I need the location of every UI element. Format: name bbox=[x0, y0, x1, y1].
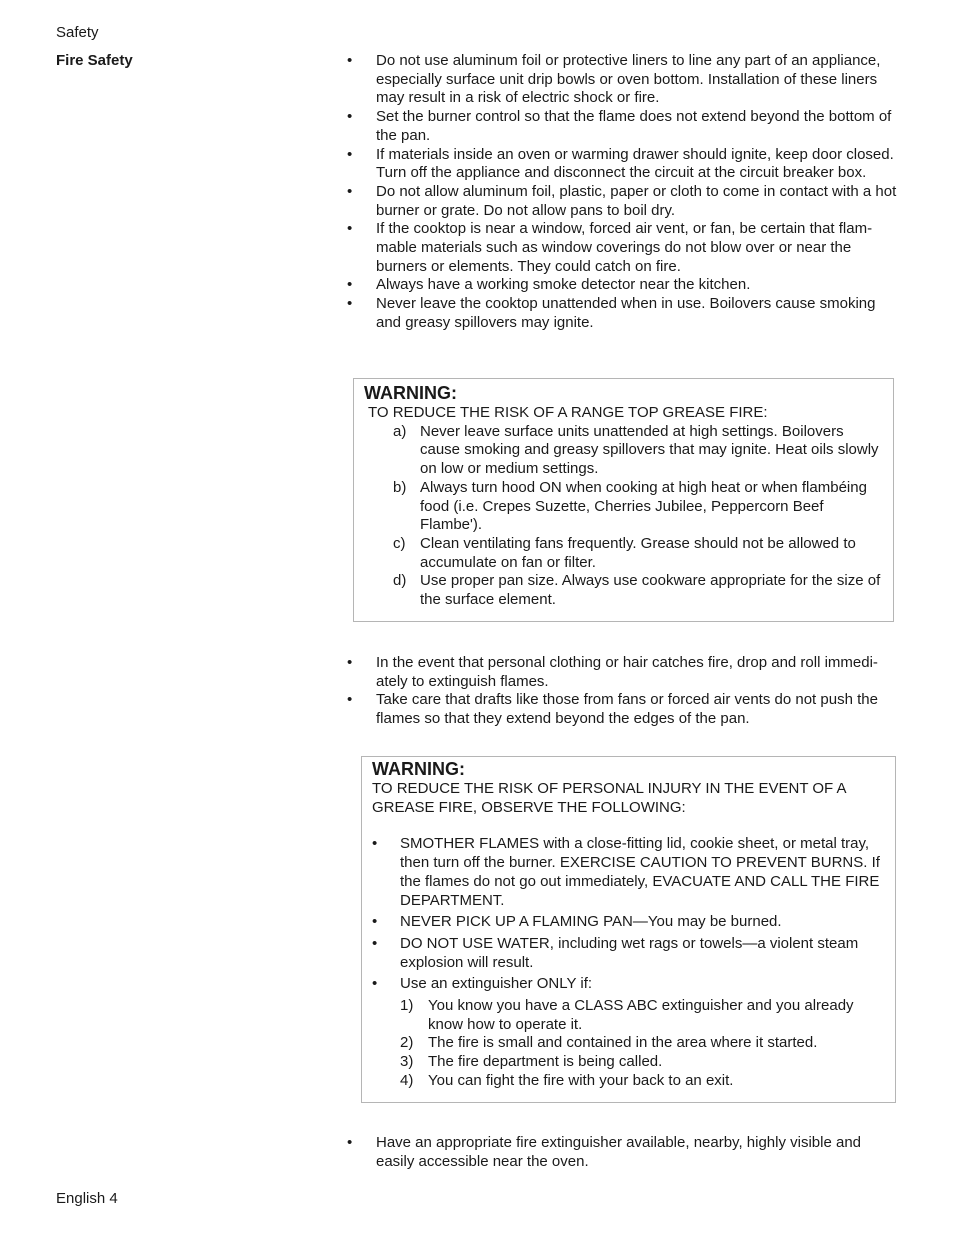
warning-bullet-text: Use an extinguisher ONLY if: bbox=[400, 975, 593, 993]
list-item: • If the cooktop is near a window, forced air vent, or fan, be certain that flam-mable materials such as window coverings do not blow over or near the burners or elements. They could catch on fire. bbox=[347, 220, 899, 276]
warning-title: WARNING: bbox=[372, 759, 465, 779]
fire-safety-list bbox=[347, 52, 899, 333]
item-text: You know you have a CLASS ABC extinguisher and you already know how to operate it. bbox=[428, 997, 854, 1033]
condition-item bbox=[400, 1053, 887, 1072]
grease-fire-warning-box bbox=[353, 378, 894, 622]
warning-subtitle: TO REDUCE THE RISK OF A RANGE TOP GREASE FIRE: bbox=[368, 404, 768, 421]
section-title: Fire Safety bbox=[56, 52, 133, 69]
list-item: • Do not use aluminum foil or protective liners to line any part of an appliance, especially surface unit drip bowls or oven bottom. Installation of these liners may result in a risk of electric shock or fire. bbox=[347, 52, 899, 108]
item-label: d) bbox=[393, 572, 407, 590]
list-item: • Never leave the cooktop unattended when in use. Boilovers cause smoking and greasy spillovers may ignite. bbox=[347, 295, 899, 332]
item-text: Never leave surface units unattended at high settings. Boilovers cause smoking and greasy spillovers that may ignite. Heat oils slowly on low or medium settings. bbox=[420, 422, 879, 478]
item-label: a) bbox=[393, 422, 407, 440]
list-item: • If materials inside an oven or warming drawer should ignite, keep door closed. Turn off the appliance and disconnect the circuit at the circuit breaker box. bbox=[347, 146, 899, 183]
personal-injury-warning-box bbox=[361, 756, 896, 1103]
item-text: The fire department is being called. bbox=[428, 1053, 663, 1071]
clothing-drafts-list bbox=[347, 654, 899, 729]
condition-item bbox=[400, 1034, 887, 1053]
item-text: Always turn hood ON when cooking at high heat or when flambéing food (i.e. Crepes Suzette, Cherries Jubilee, Peppercorn Beef Flambe'). bbox=[420, 478, 867, 534]
list-item: • Always have a working smoke detector near the kitchen. bbox=[347, 276, 899, 295]
page-footer: English 4 bbox=[56, 1190, 118, 1207]
item-text: You can fight the fire with your back to an exit. bbox=[428, 1071, 734, 1089]
warning-item bbox=[393, 572, 885, 609]
warning-bullet: • SMOTHER FLAMES with a close-fitting lid, cookie sheet, or metal tray, then turn off the burner. EXERCISE CAUTION TO PREVENT BURNS. If the flames do not go out immediately, EVACUATE AND CALL THE FIRE DEPARTMENT. bbox=[372, 835, 887, 910]
condition-item bbox=[400, 997, 887, 1034]
item-text: The fire is small and contained in the area where it started. bbox=[428, 1034, 818, 1052]
condition-item bbox=[400, 1072, 887, 1091]
list-item: • Take care that drafts like those from fans or forced air vents do not push the flames so that they extend beyond the edges of the pan. bbox=[347, 691, 899, 728]
item-label: b) bbox=[393, 478, 407, 496]
warning-bullets bbox=[372, 835, 887, 1090]
item-label: 4) bbox=[400, 1071, 414, 1089]
item-label: 1) bbox=[400, 997, 414, 1015]
warning-item bbox=[393, 479, 885, 535]
list-item: • Do not allow aluminum foil, plastic, paper or cloth to come in contact with a hot burner or grate. Do not allow pans to boil dry. bbox=[347, 183, 899, 220]
list-item: • Set the burner control so that the flame does not extend beyond the bottom of the pan. bbox=[347, 108, 899, 145]
item-label: c) bbox=[393, 534, 406, 552]
list-item: • Have an appropriate fire extinguisher available, nearby, highly visible and easily accessible near the oven. bbox=[347, 1134, 899, 1171]
warning-item bbox=[393, 423, 885, 479]
list-item: • In the event that personal clothing or hair catches fire, drop and roll immedi-ately to extinguish flames. bbox=[347, 654, 899, 691]
item-text: Use proper pan size. Always use cookware appropriate for the size of the surface element. bbox=[420, 572, 881, 609]
warning-bullet: • NEVER PICK UP A FLAMING PAN—You may be burned. bbox=[372, 913, 887, 932]
page-header: Safety bbox=[56, 24, 99, 41]
item-label: 3) bbox=[400, 1053, 414, 1071]
warning-bullet: • DO NOT USE WATER, including wet rags or towels—a violent steam explosion will result. bbox=[372, 935, 887, 972]
warning-item bbox=[393, 535, 885, 572]
item-label: 2) bbox=[400, 1034, 414, 1052]
extinguisher-conditions bbox=[400, 997, 887, 1091]
item-text: Clean ventilating fans frequently. Grease should not be allowed to accumulate on fan or filter. bbox=[420, 534, 856, 571]
warning-intro: TO REDUCE THE RISK OF PERSONAL INJURY IN THE EVENT OF A GREASE FIRE, OBSERVE THE FOLLOWING: bbox=[372, 780, 846, 816]
warning-items bbox=[393, 423, 885, 610]
warning-bullet bbox=[372, 975, 887, 1090]
extinguisher-list bbox=[347, 1134, 899, 1171]
warning-title: WARNING: bbox=[364, 383, 457, 403]
